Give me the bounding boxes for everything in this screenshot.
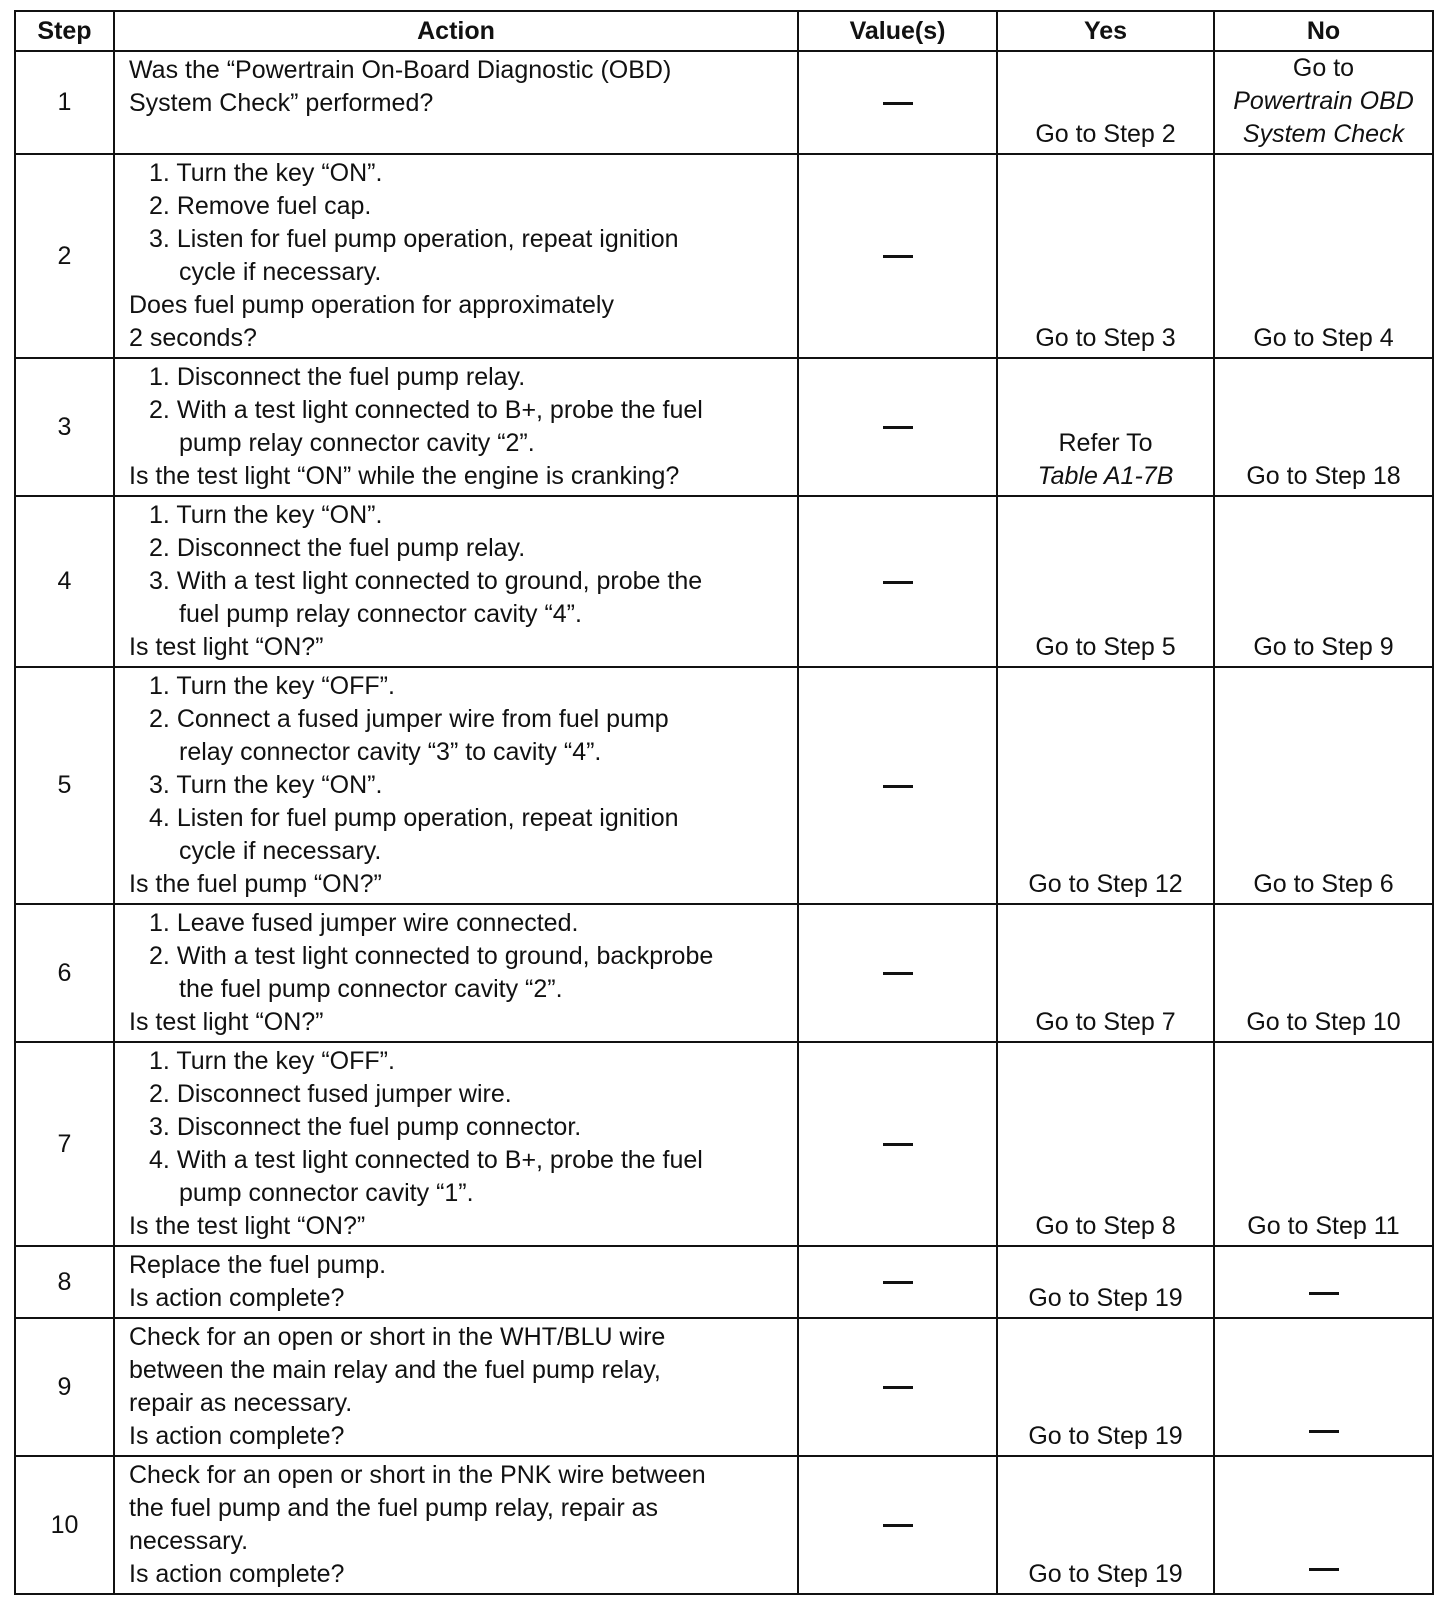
table-row (15, 667, 1433, 904)
header-step: Step (15, 11, 114, 51)
action-step-item (129, 1078, 785, 1111)
action-step-item (129, 157, 785, 190)
header-no: No (1214, 11, 1433, 51)
action-step-number: 2. (149, 534, 170, 562)
no-cell (1214, 51, 1433, 154)
action-step-item (129, 1045, 785, 1078)
no-cell (1214, 1456, 1433, 1594)
action-step-item (129, 1144, 785, 1210)
no-cell (1214, 904, 1433, 1042)
action-step-text: Disconnect fused jumper wire. (176, 1080, 512, 1108)
dash-mark (1309, 1568, 1339, 1571)
no-cell (1214, 667, 1433, 904)
action-step-item (129, 907, 785, 940)
action-step-number: 3. (149, 771, 170, 799)
value-cell (798, 496, 997, 667)
yes-cell (997, 1042, 1214, 1246)
dash-mark (883, 1143, 913, 1146)
action-cell (114, 51, 798, 154)
yes-text: Go to Step 5 (1035, 633, 1176, 661)
action-step-text: Disconnect the fuel pump connector. (176, 1113, 582, 1141)
yes-cell (997, 1456, 1214, 1594)
action-step-number: 1. (149, 1047, 170, 1075)
yes-cell (997, 904, 1214, 1042)
no-cell (1214, 358, 1433, 496)
step-number: 5 (15, 667, 114, 904)
table-row (15, 496, 1433, 667)
action-question: Does fuel pump operation for approximately (129, 291, 614, 319)
action-step-number: 1. (149, 672, 170, 700)
action-step-item (129, 190, 785, 223)
action-step-item (129, 361, 785, 394)
action-step-item (129, 703, 785, 769)
no-text: Go to Step 9 (1253, 633, 1394, 661)
yes-cell (997, 667, 1214, 904)
value-cell (798, 51, 997, 154)
action-question: the fuel pump and the fuel pump relay, repair as (129, 1494, 659, 1522)
no-text: Go to Step 10 (1246, 1008, 1401, 1036)
action-step-text: With a test light connected to ground, backprobe (176, 942, 714, 970)
action-step-text: Listen for fuel pump operation, repeat ignition (176, 225, 679, 253)
yes-text: Go to Step 2 (1035, 120, 1176, 148)
no-cell (1214, 496, 1433, 667)
yes-cell (997, 51, 1214, 154)
action-step-number: 2. (149, 396, 170, 424)
action-step-text: cycle if necessary. (179, 258, 382, 286)
action-cell (114, 1042, 798, 1246)
action-step-item (129, 499, 785, 532)
yes-cell (997, 1246, 1214, 1318)
yes-cell (997, 1318, 1214, 1456)
step-number: 6 (15, 904, 114, 1042)
diagnostic-table (14, 10, 1434, 1595)
action-step-number: 2. (149, 942, 170, 970)
action-step-text: Connect a fused jumper wire from fuel pump (176, 705, 669, 733)
action-step-number: 2. (149, 192, 170, 220)
yes-text: Refer To (1058, 429, 1153, 457)
header-row (15, 11, 1433, 51)
value-cell (798, 904, 997, 1042)
yes-text: Table A1-7B (1037, 462, 1174, 490)
step-number: 10 (15, 1456, 114, 1594)
action-step-number: 4. (149, 804, 170, 832)
action-step-number: 4. (149, 1146, 170, 1174)
action-cell (114, 1318, 798, 1456)
action-question: necessary. (129, 1527, 249, 1555)
yes-cell (997, 496, 1214, 667)
value-cell (798, 1456, 997, 1594)
action-cell (114, 358, 798, 496)
action-step-number: 1. (149, 159, 170, 187)
action-step-number: 1. (149, 501, 170, 529)
action-step-item (129, 565, 785, 631)
dash-mark (883, 1386, 913, 1389)
no-text: Go to Step 4 (1253, 324, 1394, 352)
no-text: Go to Step 18 (1246, 462, 1401, 490)
dash-mark (1309, 1430, 1339, 1433)
action-question: Is action complete? (129, 1284, 345, 1312)
step-number: 9 (15, 1318, 114, 1456)
header-yes: Yes (997, 11, 1214, 51)
action-step-number: 2. (149, 705, 170, 733)
dash-mark (883, 972, 913, 975)
action-step-item (129, 769, 785, 802)
no-cell (1214, 154, 1433, 358)
header-action: Action (114, 11, 798, 51)
action-cell (114, 667, 798, 904)
action-step-number: 3. (149, 225, 170, 253)
yes-text: Go to Step 19 (1028, 1284, 1183, 1312)
action-step-text: Turn the key “ON”. (176, 159, 383, 187)
action-question: Is the test light “ON” while the engine is cranking? (129, 462, 680, 490)
action-step-text: Disconnect the fuel pump relay. (176, 534, 526, 562)
action-question: Is the test light “ON?” (129, 1212, 366, 1240)
action-step-number: 2. (149, 1080, 170, 1108)
value-cell (798, 667, 997, 904)
action-step-text: Disconnect the fuel pump relay. (176, 363, 526, 391)
action-step-text: Turn the key “ON”. (176, 771, 383, 799)
dash-mark (1309, 1292, 1339, 1295)
value-cell (798, 1042, 997, 1246)
value-cell (798, 1246, 997, 1318)
dash-mark (883, 102, 913, 105)
action-step-item (129, 802, 785, 868)
table-row (15, 358, 1433, 496)
table-row (15, 1042, 1433, 1246)
no-cell (1214, 1246, 1433, 1318)
yes-cell (997, 358, 1214, 496)
action-question: Check for an open or short in the PNK wire between (129, 1461, 706, 1489)
action-question: 2 seconds? (129, 324, 257, 352)
table-row (15, 1246, 1433, 1318)
step-number: 8 (15, 1246, 114, 1318)
action-step-text: relay connector cavity “3” to cavity “4”. (179, 738, 602, 766)
dash-mark (883, 1524, 913, 1527)
action-question: repair as necessary. (129, 1389, 353, 1417)
step-number: 2 (15, 154, 114, 358)
header-values: Value(s) (798, 11, 997, 51)
action-step-number: 1. (149, 363, 170, 391)
dash-mark (883, 581, 913, 584)
yes-text: Go to Step 7 (1035, 1008, 1176, 1036)
action-step-number: 1. (149, 909, 170, 937)
action-step-text: With a test light connected to B+, probe the fuel (176, 1146, 703, 1174)
yes-cell (997, 154, 1214, 358)
action-question: Is action complete? (129, 1422, 345, 1450)
value-cell (798, 358, 997, 496)
action-step-item (129, 532, 785, 565)
value-cell (798, 154, 997, 358)
action-cell (114, 904, 798, 1042)
dash-mark (883, 1281, 913, 1284)
action-step-text: cycle if necessary. (179, 837, 382, 865)
action-question: Is the fuel pump “ON?” (129, 870, 382, 898)
no-text: Powertrain OBD (1233, 87, 1414, 115)
step-number: 1 (15, 51, 114, 154)
action-question: Is action complete? (129, 1560, 345, 1588)
table-row (15, 1318, 1433, 1456)
action-cell (114, 154, 798, 358)
action-step-item (129, 1111, 785, 1144)
step-number: 4 (15, 496, 114, 667)
action-step-item (129, 223, 785, 289)
step-number: 7 (15, 1042, 114, 1246)
action-step-text: Listen for fuel pump operation, repeat ignition (176, 804, 679, 832)
action-step-text: Turn the key “OFF”. (176, 1047, 395, 1075)
no-cell (1214, 1318, 1433, 1456)
action-step-item (129, 394, 785, 460)
action-step-item (129, 940, 785, 1006)
value-cell (798, 1318, 997, 1456)
action-step-text: fuel pump relay connector cavity “4”. (179, 600, 582, 628)
action-line: Was the “Powertrain On-Board Diagnostic (OBD) (129, 56, 672, 84)
action-step-text: Leave fused jumper wire connected. (176, 909, 579, 937)
action-step-text: Turn the key “ON”. (176, 501, 383, 529)
action-step-text: pump connector cavity “1”. (179, 1179, 474, 1207)
action-step-text: the fuel pump connector cavity “2”. (179, 975, 563, 1003)
table-row (15, 51, 1433, 154)
yes-text: Go to Step 12 (1028, 870, 1183, 898)
action-cell (114, 1456, 798, 1594)
yes-text: Go to Step 19 (1028, 1422, 1183, 1450)
action-line: System Check” performed? (129, 89, 434, 117)
action-step-text: With a test light connected to B+, probe the fuel (176, 396, 703, 424)
action-step-number: 3. (149, 567, 170, 595)
dash-mark (883, 255, 913, 258)
no-text: Go to Step 6 (1253, 870, 1394, 898)
action-step-number: 3. (149, 1113, 170, 1141)
action-cell (114, 1246, 798, 1318)
table-row (15, 1456, 1433, 1594)
dash-mark (883, 785, 913, 788)
table-row (15, 904, 1433, 1042)
action-step-text: pump relay connector cavity “2”. (179, 429, 535, 457)
yes-text: Go to Step 3 (1035, 324, 1176, 352)
action-question: Check for an open or short in the WHT/BLU wire (129, 1323, 666, 1351)
action-step-text: With a test light connected to ground, probe the (176, 567, 703, 595)
action-question: between the main relay and the fuel pump relay, (129, 1356, 661, 1384)
action-step-item (129, 670, 785, 703)
action-step-text: Turn the key “OFF”. (176, 672, 395, 700)
yes-text: Go to Step 8 (1035, 1212, 1176, 1240)
no-text: System Check (1242, 120, 1405, 148)
dash-mark (883, 426, 913, 429)
action-cell (114, 496, 798, 667)
no-text: Go to Step 11 (1247, 1212, 1400, 1240)
yes-text: Go to Step 19 (1028, 1560, 1183, 1588)
step-number: 3 (15, 358, 114, 496)
action-question: Is test light “ON?” (129, 633, 324, 661)
action-question: Is test light “ON?” (129, 1008, 324, 1036)
action-question: Replace the fuel pump. (129, 1251, 387, 1279)
no-text: Go to (1292, 54, 1355, 82)
no-cell (1214, 1042, 1433, 1246)
action-step-text: Remove fuel cap. (176, 192, 372, 220)
table-row (15, 154, 1433, 358)
